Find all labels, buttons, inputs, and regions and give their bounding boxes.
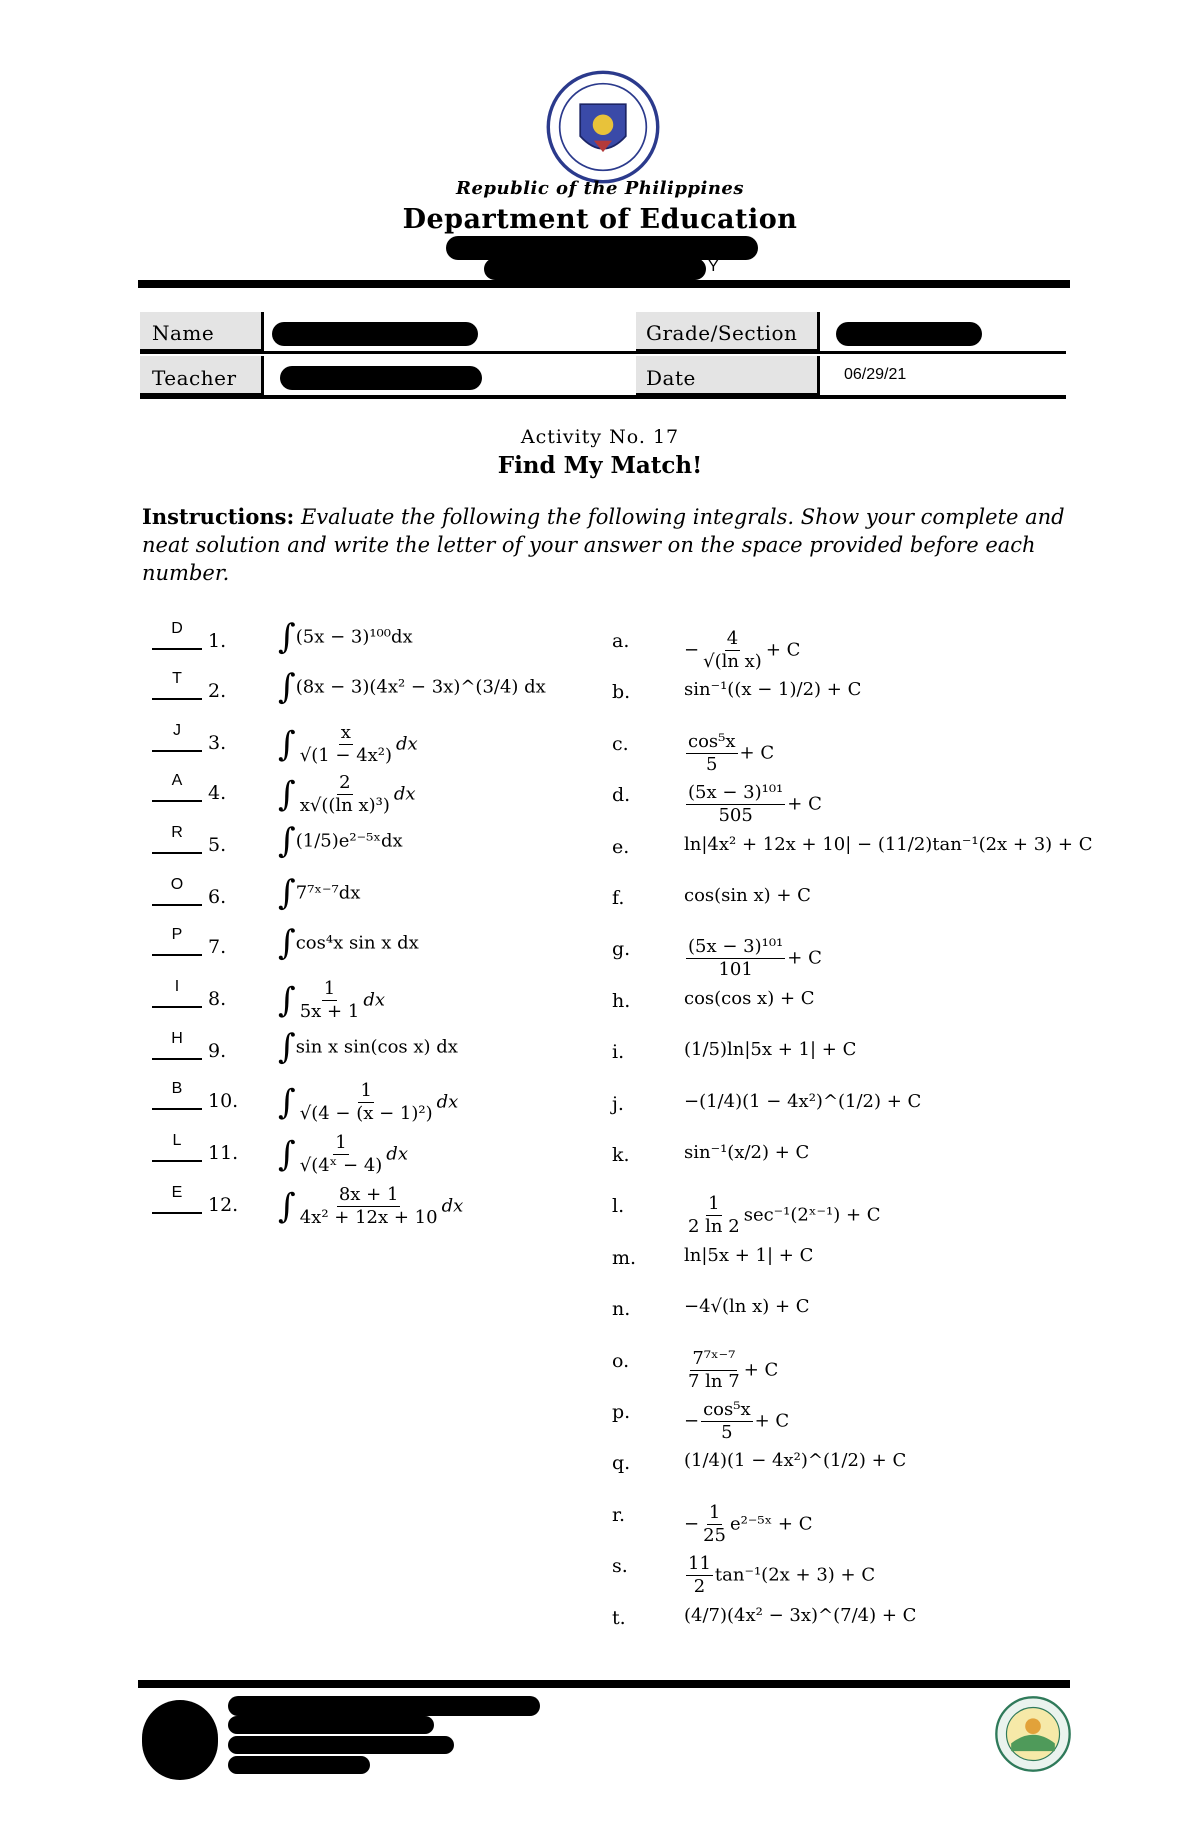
question-answer[interactable]: J (173, 722, 181, 739)
question-answer[interactable]: L (172, 1132, 182, 1149)
question-tail: dx (386, 1143, 408, 1165)
choice-answer (684, 1091, 921, 1112)
choice-suffix: + C (765, 639, 801, 661)
question-integral (278, 1080, 458, 1125)
question-integral (278, 821, 403, 861)
choice-row (612, 1597, 1172, 1637)
choice-row (612, 1185, 1172, 1237)
choice-letter: t. (612, 1607, 626, 1629)
question-answer[interactable]: H (171, 1030, 183, 1047)
question-integral (278, 1027, 458, 1067)
question-denominator: 5x + 1 (299, 1001, 360, 1022)
question-answer[interactable]: R (171, 824, 183, 841)
choice-row (612, 1545, 1172, 1597)
name-label: Name (152, 321, 215, 345)
question-integral (278, 1184, 463, 1229)
integral-sign: ∫ (278, 873, 296, 913)
choice-denominator: 25 (703, 1525, 726, 1546)
choice-row (612, 1134, 1172, 1174)
choice-answer (684, 885, 811, 906)
choice-prefix: − (684, 639, 700, 661)
footer-divider (138, 1680, 1070, 1688)
choice-answer (684, 731, 774, 776)
question-fraction (298, 1132, 385, 1177)
question-expression: cos⁴x sin x dx (295, 932, 419, 954)
question-answer[interactable]: O (170, 876, 184, 893)
question-numerator: 1 (323, 978, 336, 999)
choice-suffix: + C (739, 742, 775, 764)
choice-expression: ln|5x + 1| + C (684, 1245, 814, 1266)
question-expression: sin x sin(cos x) dx (295, 1036, 458, 1058)
choice-fraction (686, 1348, 742, 1393)
question-tail: dx (441, 1195, 464, 1217)
choice-expression: ln|4x² + 12x + 10| − (11/2)tan⁻¹(2x + 3) + C (684, 834, 1093, 855)
question-row (152, 821, 592, 864)
choice-row (612, 1083, 1172, 1123)
choice-answer (684, 988, 815, 1009)
choice-answer (684, 1245, 813, 1266)
integral-sign: ∫ (278, 1186, 296, 1227)
question-row (152, 873, 592, 916)
choice-numerator: (5x − 3)¹⁰¹ (688, 782, 784, 803)
choice-answer (684, 936, 822, 981)
choice-letter: l. (612, 1195, 625, 1217)
choice-row (612, 1340, 1172, 1392)
instructions-text: Evaluate the following the following integrals. Show your complete and neat solution and write the letter of your answer on the space provided before each number. (142, 505, 1065, 585)
school-seal-logo (994, 1695, 1072, 1773)
question-integral (278, 722, 418, 767)
choice-letter: b. (612, 681, 631, 703)
choice-row (612, 1031, 1172, 1071)
question-row (152, 1027, 592, 1070)
choice-answer (684, 1502, 813, 1547)
teacher-label: Teacher (152, 366, 237, 390)
choice-answer (684, 1399, 789, 1444)
choice-numerator: 11 (688, 1553, 711, 1574)
question-integral (278, 873, 361, 913)
choice-letter: f. (612, 887, 625, 909)
choice-numerator: 4 (726, 628, 739, 649)
question-tail: dx (436, 1091, 459, 1113)
choice-answer (684, 1605, 916, 1626)
redacted-teacher (280, 366, 482, 390)
republic-heading: Republic of the Philippines (455, 178, 745, 199)
choice-fraction (701, 628, 764, 673)
question-row (152, 722, 592, 766)
choice-letter: m. (612, 1247, 637, 1269)
choice-answer (684, 1193, 881, 1238)
question-row (152, 617, 592, 660)
question-number: 12. (208, 1194, 239, 1216)
question-integral (278, 617, 413, 657)
choice-row (612, 723, 1172, 775)
choice-denominator: 2 (693, 1576, 706, 1597)
question-number: 9. (208, 1040, 227, 1062)
question-number: 8. (208, 988, 227, 1010)
choice-answer (684, 1348, 778, 1393)
question-answer[interactable]: A (171, 772, 183, 789)
question-expression: (1/5)e²⁻⁵ˣdx (295, 830, 403, 852)
choice-fraction (686, 782, 785, 827)
question-denominator: √(1 − 4x²) (299, 745, 393, 766)
choice-row (612, 671, 1172, 711)
redacted-region-line (446, 236, 758, 260)
choice-expression: −(1/4)(1 − 4x²)^(1/2) + C (684, 1091, 922, 1112)
choice-letter: o. (612, 1350, 630, 1372)
choice-row (612, 928, 1172, 980)
question-row (152, 772, 592, 816)
question-numerator: 2 (339, 772, 351, 793)
answer-blank (152, 904, 202, 906)
choice-expression: (4/7)(4x² − 3x)^(7/4) + C (684, 1605, 917, 1626)
choice-letter: p. (612, 1401, 631, 1423)
integral-sign: ∫ (278, 1082, 296, 1123)
question-fraction (298, 722, 394, 767)
integral-sign: ∫ (278, 1027, 296, 1067)
grade-label: Grade/Section (646, 321, 798, 345)
choice-answer (684, 782, 822, 827)
choice-answer (684, 1296, 810, 1317)
choice-numerator: (5x − 3)¹⁰¹ (688, 936, 784, 957)
answer-blank (152, 698, 202, 700)
question-expression: (8x − 3)(4x² − 3x)^(3/4) dx (295, 676, 546, 698)
redacted-footer-logo (142, 1700, 218, 1780)
question-answer[interactable]: I (174, 978, 180, 995)
choice-letter: k. (612, 1144, 630, 1166)
choice-letter: r. (612, 1504, 626, 1526)
choice-letter: j. (612, 1093, 624, 1115)
question-number: 1. (208, 630, 227, 652)
question-denominator: 4x² + 12x + 10 (299, 1207, 438, 1228)
deped-seal-logo (546, 70, 660, 184)
choice-letter: a. (612, 630, 630, 652)
question-denominator: √(4ˣ − 4) (299, 1155, 383, 1176)
choice-letter: g. (612, 938, 631, 960)
choice-letter: h. (612, 990, 631, 1012)
question-number: 2. (208, 680, 227, 702)
choice-fraction (686, 731, 738, 776)
question-answer[interactable]: P (171, 926, 183, 943)
choice-row (612, 620, 1172, 672)
question-fraction (298, 1080, 435, 1125)
question-expression: (5x − 3)¹⁰⁰dx (295, 626, 413, 648)
choice-numerator: cos⁵x (703, 1399, 751, 1420)
choice-numerator: 1 (708, 1502, 721, 1523)
choice-answer (684, 679, 861, 700)
choice-answer (684, 1142, 809, 1163)
answer-blank (152, 1058, 202, 1060)
instructions (142, 503, 1068, 587)
question-integral (278, 772, 416, 817)
question-integral (278, 667, 546, 707)
question-answer[interactable]: D (171, 620, 183, 637)
choice-letter: d. (612, 784, 631, 806)
redacted-name (272, 322, 478, 346)
answer-blank (152, 648, 202, 650)
choice-numerator: 1 (708, 1193, 720, 1214)
choice-fraction (686, 936, 785, 981)
choice-fraction (686, 1193, 742, 1238)
question-number: 7. (208, 936, 227, 958)
choice-denominator: 7 ln 7 (688, 1371, 740, 1392)
choice-row (612, 877, 1172, 917)
choice-fraction (701, 1399, 753, 1444)
question-tail: dx (393, 783, 416, 805)
integral-sign: ∫ (278, 774, 296, 815)
question-tail: dx (396, 733, 418, 755)
choice-denominator: 101 (718, 959, 753, 980)
date-value: 06/29/21 (844, 366, 907, 383)
choice-letter: c. (612, 733, 629, 755)
question-denominator: √(4 − (x − 1)²) (299, 1103, 433, 1124)
choice-denominator: 2 ln 2 (688, 1216, 740, 1237)
activity-title: Find My Match! (497, 452, 703, 479)
choice-letter: s. (612, 1555, 628, 1577)
choice-row (612, 1391, 1172, 1443)
choice-answer (684, 1450, 906, 1471)
question-number: 3. (208, 732, 227, 754)
redacted-footer-line-1 (228, 1696, 540, 1716)
choice-suffix: tan⁻¹(2x + 3) + C (714, 1564, 876, 1586)
choice-numerator: 7⁷ˣ⁻⁷ (692, 1348, 736, 1369)
answer-blank (152, 954, 202, 956)
question-row (152, 667, 592, 710)
choice-row (612, 826, 1172, 866)
question-integral (278, 923, 419, 963)
header-fragment: Y (708, 258, 719, 275)
question-answer[interactable]: E (171, 1184, 183, 1201)
choice-letter: i. (612, 1041, 625, 1063)
choice-letter: n. (612, 1298, 631, 1320)
header-divider (138, 280, 1070, 288)
question-numerator: 1 (335, 1132, 347, 1153)
question-numerator: 8x + 1 (338, 1184, 399, 1205)
integral-sign: ∫ (278, 1134, 296, 1175)
question-denominator: x√((ln x)³) (299, 795, 390, 816)
answer-blank (152, 800, 202, 802)
question-integral (278, 978, 385, 1023)
choice-expression: (1/4)(1 − 4x²)^(1/2) + C (684, 1450, 907, 1471)
redacted-footer-line-4 (228, 1756, 370, 1774)
choice-answer (684, 1553, 875, 1598)
answer-blank (152, 1006, 202, 1008)
activity-number: Activity No. 17 (520, 426, 680, 448)
choice-expression: (1/5)ln|5x + 1| + C (684, 1039, 857, 1060)
question-fraction (298, 1184, 440, 1229)
choice-row (612, 1494, 1172, 1546)
choice-denominator: 505 (718, 805, 753, 826)
question-fraction (298, 772, 392, 817)
choice-fraction (686, 1553, 713, 1598)
instructions-lead: Instructions: (142, 504, 295, 529)
choice-suffix: + C (787, 947, 822, 969)
choice-answer (684, 834, 1093, 855)
redacted-grade (836, 322, 982, 346)
choice-suffix: e²⁻⁵ˣ + C (730, 1513, 813, 1535)
question-number: 10. (208, 1090, 239, 1112)
choice-row (612, 980, 1172, 1020)
question-numerator: 1 (360, 1080, 372, 1101)
question-number: 5. (208, 834, 227, 856)
choice-prefix: − (684, 1410, 700, 1432)
choice-denominator: 5 (706, 754, 718, 775)
department-heading: Department of Education (402, 204, 798, 235)
integral-sign: ∫ (278, 724, 296, 765)
choice-answer (684, 1039, 856, 1060)
question-number: 4. (208, 782, 227, 804)
choice-answer (684, 628, 800, 673)
integral-sign: ∫ (278, 617, 296, 657)
choice-prefix: − (684, 1513, 700, 1535)
choice-numerator: cos⁵x (688, 731, 736, 752)
info-row-divider (140, 351, 1066, 354)
question-number: 6. (208, 886, 227, 908)
choice-row (612, 1237, 1172, 1277)
answer-blank (152, 1212, 202, 1214)
choice-suffix: + C (754, 1410, 790, 1432)
choice-expression: sin⁻¹((x − 1)/2) + C (684, 679, 862, 700)
integral-sign: ∫ (278, 923, 296, 963)
choice-denominator: 5 (721, 1422, 733, 1443)
question-tail: dx (363, 989, 385, 1011)
answer-blank (152, 852, 202, 854)
question-number: 11. (208, 1142, 239, 1164)
choice-expression: cos(sin x) + C (684, 885, 811, 906)
question-answer[interactable]: T (172, 670, 182, 687)
choice-expression: −4√(ln x) + C (684, 1296, 810, 1317)
choice-row (612, 1288, 1172, 1328)
choice-expression: cos(cos x) + C (684, 988, 815, 1009)
question-expression: 7⁷ˣ⁻⁷dx (295, 882, 361, 904)
question-numerator: x (340, 722, 351, 743)
choice-denominator: √(ln x) (703, 651, 762, 672)
choice-letter: q. (612, 1452, 631, 1474)
choice-row (612, 1442, 1172, 1482)
answer-blank (152, 1160, 202, 1162)
question-row (152, 923, 592, 966)
redacted-division-line (484, 258, 706, 280)
redacted-footer-line-2 (228, 1716, 434, 1734)
answer-blank (152, 1108, 202, 1110)
integral-sign: ∫ (278, 980, 296, 1021)
date-label: Date (646, 366, 696, 390)
question-integral (278, 1132, 408, 1177)
choice-fraction (701, 1502, 728, 1547)
integral-sign: ∫ (278, 821, 296, 861)
choice-row (612, 774, 1172, 826)
redacted-footer-line-3 (228, 1736, 454, 1754)
choice-suffix: + C (787, 793, 822, 815)
question-fraction (298, 978, 362, 1023)
question-row (152, 1080, 592, 1124)
choice-suffix: sec⁻¹(2ˣ⁻¹) + C (743, 1204, 881, 1226)
choice-expression: sin⁻¹(x/2) + C (684, 1142, 810, 1163)
question-row (152, 1184, 592, 1228)
question-row (152, 978, 592, 1022)
integral-sign: ∫ (278, 667, 296, 707)
question-answer[interactable]: B (171, 1080, 183, 1097)
choice-letter: e. (612, 836, 630, 858)
answer-blank (152, 750, 202, 752)
question-row (152, 1132, 592, 1176)
info-bottom-rule (140, 395, 1066, 399)
choice-suffix: + C (743, 1359, 779, 1381)
